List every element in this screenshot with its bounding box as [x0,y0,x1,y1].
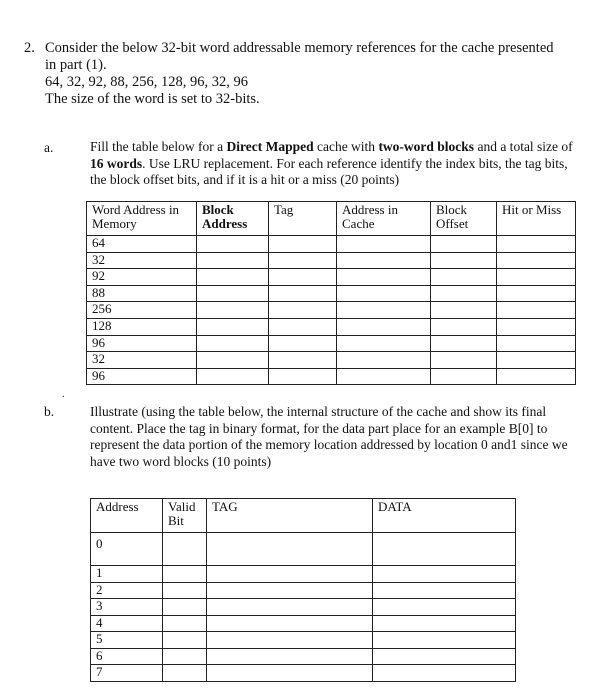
cache-address-cell: 3 [91,599,163,616]
data-cell[interactable] [373,533,516,566]
col-tag-b: TAG [207,499,373,533]
block-offset-cell[interactable] [431,318,497,335]
part-a-text-5: the block offset bits, and if it is a hit or a miss (20 points) [90,172,400,187]
block-address-cell[interactable] [197,252,269,269]
block-address-cell[interactable] [197,318,269,335]
col-valid-line2: Bit [168,513,184,528]
table-row [87,252,576,269]
col-block-offset-line1: Block [436,202,468,217]
part-a-instructions [90,139,590,189]
col-valid-bit [163,499,207,533]
data-cell[interactable] [373,566,516,583]
part-b-instructions [90,404,590,470]
hit-or-miss-cell[interactable] [497,269,576,286]
col-block-address-line2: Address [202,216,248,231]
data-cell[interactable] [373,648,516,665]
hit-or-miss-cell[interactable] [497,368,576,385]
tag-cell[interactable] [269,236,337,253]
word-address-cell: 32 [87,352,197,369]
block-offset-cell[interactable] [431,236,497,253]
word-address-cell: 88 [87,285,197,302]
block-offset-cell[interactable] [431,285,497,302]
tag-cell[interactable] [207,599,373,616]
col-block-offset [431,202,497,236]
question-line-2: in part (1). [45,57,107,73]
valid-bit-cell[interactable] [163,582,207,599]
tag-cell[interactable] [207,566,373,583]
col-address-in-cache-line2: Cache [342,216,375,231]
word-address-cell: 256 [87,302,197,319]
tag-cell[interactable] [207,615,373,632]
word-address-cell: 128 [87,318,197,335]
table-row [91,648,516,665]
hit-or-miss-cell[interactable] [497,252,576,269]
part-a-text-1: Fill the table below for a [90,139,227,154]
word-address-cell: 32 [87,252,197,269]
block-address-cell[interactable] [197,302,269,319]
data-cell[interactable] [373,665,516,682]
tag-cell[interactable] [269,302,337,319]
table-row [87,302,576,319]
tag-cell[interactable] [207,632,373,649]
table-row [87,318,576,335]
part-a-text-2: cache with [313,139,379,154]
address-in-cache-cell[interactable] [337,302,431,319]
address-in-cache-cell[interactable] [337,318,431,335]
col-data: DATA [373,499,516,533]
cache-address-cell: 7 [91,665,163,682]
valid-bit-cell[interactable] [163,632,207,649]
table-row [91,665,516,682]
table-row [91,533,516,566]
col-address-in-cache-line1: Address in [342,202,398,217]
tag-cell[interactable] [207,665,373,682]
table-a-header-row [87,202,576,236]
address-in-cache-cell[interactable] [337,252,431,269]
table-row [87,352,576,369]
valid-bit-cell[interactable] [163,648,207,665]
cache-address-cell: 5 [91,632,163,649]
table-row [91,615,516,632]
tag-cell[interactable] [269,252,337,269]
block-address-cell[interactable] [197,285,269,302]
tag-cell[interactable] [269,368,337,385]
word-address-cell: 64 [87,236,197,253]
direct-mapped-cache-table [86,201,576,385]
hit-or-miss-cell[interactable] [497,352,576,369]
hit-or-miss-cell[interactable] [497,318,576,335]
cache-address-cell: 2 [91,582,163,599]
block-address-cell[interactable] [197,335,269,352]
col-block-address [197,202,269,236]
col-address-in-cache [337,202,431,236]
block-address-cell[interactable] [197,368,269,385]
table-row [87,285,576,302]
table-row [87,335,576,352]
hit-or-miss-cell[interactable] [497,335,576,352]
table-row [87,368,576,385]
word-address-cell: 96 [87,335,197,352]
tag-cell[interactable] [207,648,373,665]
cache-address-cell: 1 [91,566,163,583]
hit-or-miss-cell[interactable] [497,285,576,302]
tag-cell[interactable] [269,285,337,302]
col-word-address-line2: Memory [92,216,137,231]
valid-bit-cell[interactable] [163,665,207,682]
word-size-note: The size of the word is set to 32-bits. [45,91,260,107]
part-b-line-2: content. Place the tag in binary format, for the data part place for an example B[0] to [90,420,548,436]
valid-bit-cell[interactable] [163,599,207,616]
table-row [91,582,516,599]
block-offset-cell[interactable] [431,335,497,352]
address-in-cache-cell[interactable] [337,236,431,253]
col-tag: Tag [269,202,337,236]
memory-references: 64, 32, 92, 88, 256, 128, 96, 32, 96 [45,74,248,90]
table-row [91,632,516,649]
part-b-line-1: Illustrate (using the table below, the internal structure of the cache and show its final [90,404,547,419]
cache-address-cell: 4 [91,615,163,632]
stray-dot: . [62,389,65,400]
part-b-line-4: have two word blocks (10 points) [90,453,272,469]
col-word-address [87,202,197,236]
valid-bit-cell[interactable] [163,533,207,566]
part-a-text-4: . Use LRU replacement. For each reference identify the index bits, the tag bits, [142,155,568,171]
col-hit-or-miss: Hit or Miss [497,202,576,236]
part-a-text-3: and a total size of [474,139,573,154]
question-number: 2. [24,40,35,56]
tag-cell[interactable] [207,533,373,566]
tag-cell[interactable] [269,352,337,369]
word-address-cell: 92 [87,269,197,286]
data-cell[interactable] [373,615,516,632]
block-address-cell[interactable] [197,236,269,253]
tag-cell[interactable] [269,318,337,335]
block-address-cell[interactable] [197,352,269,369]
word-address-cell: 96 [87,368,197,385]
col-valid-line1: Valid [168,499,196,514]
tag-cell[interactable] [269,269,337,286]
data-cell[interactable] [373,582,516,599]
table-row [91,566,516,583]
part-b-line-3: represent the data portion of the memory location addressed by location 0 and1 since we [90,437,568,452]
col-word-address-line1: Word Address in [92,202,180,217]
part-a-bold-direct-mapped: Direct Mapped [226,139,314,154]
address-in-cache-cell[interactable] [337,335,431,352]
col-block-offset-line2: Offset [436,216,469,231]
tag-cell[interactable] [207,582,373,599]
question-line-1: Consider the below 32-bit word addressable memory references for the cache presented [45,40,554,56]
block-offset-cell[interactable] [431,352,497,369]
cache-structure-table [90,498,516,682]
table-b-header-row [91,499,516,533]
table-row [87,236,576,253]
table-row [87,269,576,286]
part-b-label: b. [44,404,55,419]
col-address: Address [91,499,163,533]
table-row [91,599,516,616]
data-cell[interactable] [373,599,516,616]
cache-address-cell: 6 [91,648,163,665]
block-offset-cell[interactable] [431,252,497,269]
hit-or-miss-cell[interactable] [497,236,576,253]
block-offset-cell[interactable] [431,269,497,286]
address-in-cache-cell[interactable] [337,352,431,369]
valid-bit-cell[interactable] [163,566,207,583]
block-address-cell[interactable] [197,269,269,286]
hit-or-miss-cell[interactable] [497,302,576,319]
part-a-label: a. [44,140,54,155]
col-block-address-line1: Block [202,202,234,217]
cache-address-cell: 0 [91,533,163,566]
tag-cell[interactable] [269,335,337,352]
address-in-cache-cell[interactable] [337,368,431,385]
part-a-bold-two-word-blocks: two-word blocks [378,139,475,154]
block-offset-cell[interactable] [431,302,497,319]
part-a-bold-16-words: 16 words [90,155,143,171]
block-offset-cell[interactable] [431,368,497,385]
address-in-cache-cell[interactable] [337,285,431,302]
address-in-cache-cell[interactable] [337,269,431,286]
valid-bit-cell[interactable] [163,615,207,632]
data-cell[interactable] [373,632,516,649]
